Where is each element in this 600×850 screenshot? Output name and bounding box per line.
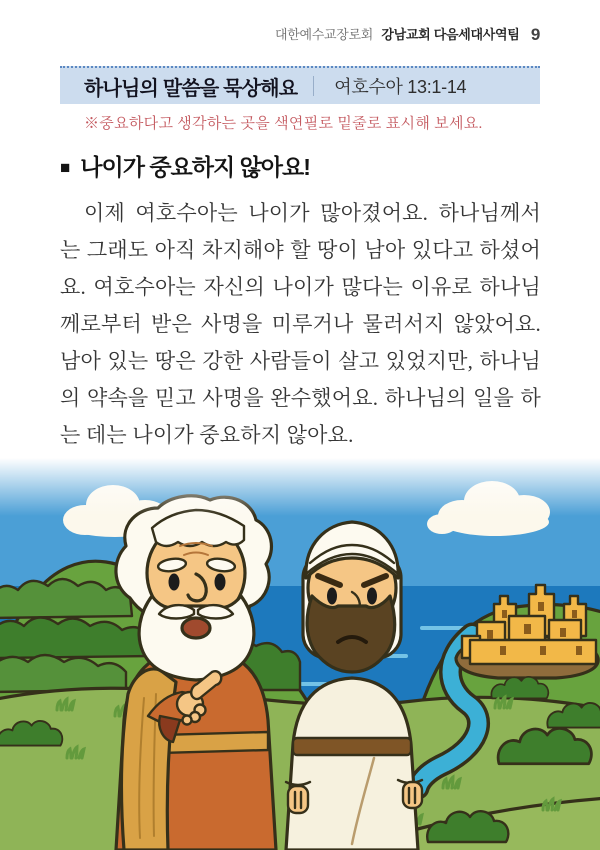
lesson-title: 하나님의 말씀을 묵상해요 (84, 77, 298, 100)
body-paragraph: 이제 여호수아는 나이가 많아졌어요. 하나님께서는 그래도 아직 차지해야 할 땅이 남아 있다고 하셨어요. 여호수아는 자신의 나이가 많다는 이유로 하나님께로부터 받은 사명을 미루거나 물러서지 않았어요. 남아 있는 땅은 강한 사람들이 살고 있었지만, 하나님의 약속을 믿고 사명을 완수했어요. 하나님의 일을 하는 데는 나이가 중요하지 않아요. (60, 201, 541, 447)
old-man-eye (169, 574, 180, 591)
young-man-hand (288, 786, 308, 813)
org-name: 대한예수교장로회 (274, 27, 374, 42)
young-man-eye (327, 588, 337, 605)
top-fade (0, 458, 600, 516)
page-number: 9 (530, 25, 540, 44)
team-name: 강남교회 다음세대사역팀 (381, 27, 520, 42)
underline-instruction-note: ※중요하다고 생각하는 곳을 색연필로 밑줄로 표시해 보세요. (84, 116, 483, 132)
young-man-belt (293, 738, 411, 755)
old-man-joshua (116, 496, 276, 850)
running-header (275, 24, 540, 45)
scripture-reference: 여호수아 13:1-14 (334, 77, 467, 97)
young-man-hand (403, 782, 422, 808)
young-man-robe (286, 678, 418, 850)
young-man-eye (367, 588, 377, 605)
young-man-head (303, 522, 401, 672)
illustration-bible-scene (0, 458, 600, 850)
old-man-eye (215, 574, 226, 591)
section-title: 나이가 중요하지 않아요! (80, 154, 310, 180)
old-man-mouth (182, 618, 210, 638)
section-heading (60, 149, 310, 182)
lesson-title-box (60, 66, 540, 104)
square-bullet-icon: ■ (60, 158, 70, 177)
